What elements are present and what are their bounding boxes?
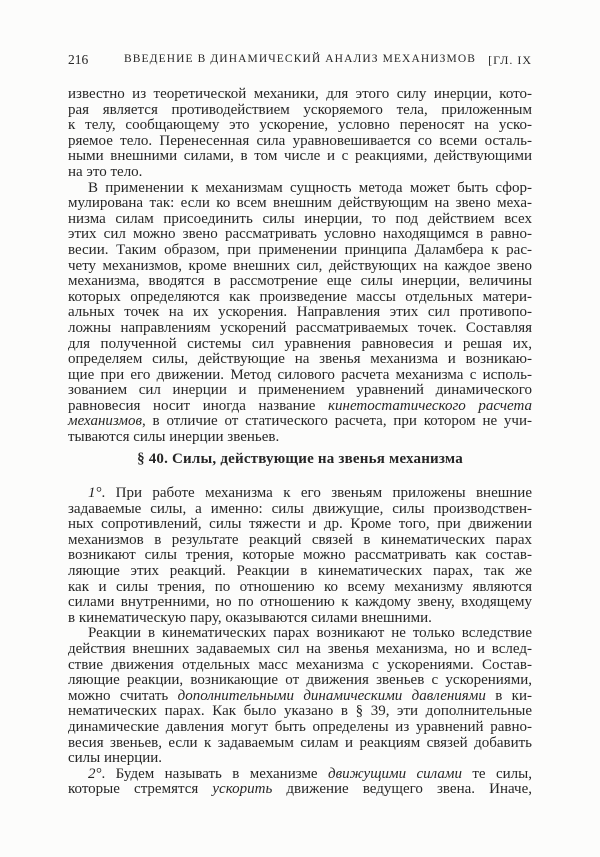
paragraph xyxy=(68,767,532,798)
text-line xyxy=(68,548,532,564)
text-line xyxy=(68,595,532,611)
text-run: к телу, сообщающему это ускорение, условно переносят на уско- xyxy=(68,117,532,134)
text-line xyxy=(68,103,532,119)
text-run: механизма, вводятся в рассмотрение еще силы инерции, величины xyxy=(68,273,532,290)
text-line xyxy=(68,305,532,321)
text-run: в кинематическую пару, оказываются силами внешними. xyxy=(68,609,432,626)
text-run: задаваемые силы, а именно: силы движущие, силы производствен- xyxy=(68,500,532,517)
text-line xyxy=(68,704,532,720)
text-run: ными внешними силами, в том числе и с реакциями, действующими xyxy=(68,148,532,165)
chapter-label: [ГЛ. IX xyxy=(488,53,532,67)
text-run: Реакции в кинематических парах возникают не только вследствие xyxy=(88,625,532,642)
text-run: возникают силы трения, которые можно рассматривать как состав- xyxy=(68,547,532,564)
text-line xyxy=(68,580,532,596)
text-run: низма силам присоединить силы инерции, то под действием всех xyxy=(68,210,532,227)
text-run: известно из теоретической механики, для этого силу инерции, кото- xyxy=(68,86,532,102)
paragraph xyxy=(68,626,532,766)
italic-term: ускорить xyxy=(212,781,273,798)
text-run: ляющие этих реакций. Реакции в кинематических парах, так же xyxy=(68,562,532,579)
text-run: рая является противодействием ускоряемого тела, приложенным xyxy=(68,101,532,118)
page-number: 216 xyxy=(68,52,89,67)
text-run: действия внешних задаваемых сил на звенья механизма, но и вслед- xyxy=(68,640,532,657)
italic-term: движущими силами xyxy=(328,765,462,782)
text-line xyxy=(68,430,532,446)
text-line xyxy=(68,517,532,533)
text-run: альных точек на их ускорения. Направления этих сил противопо- xyxy=(68,304,532,321)
text-line xyxy=(68,227,532,243)
text-run: ложны направлениям ускорений рассматриваемых точек. Составляя xyxy=(68,319,532,336)
text-run: В применении к механизмам сущность метода может быть сфор- xyxy=(88,179,532,196)
text-line xyxy=(68,368,532,384)
text-line xyxy=(68,626,532,642)
text-run: те силы, xyxy=(461,765,532,782)
text-run: чету механизмов, кроме внешних сил, действующих на каждое звено xyxy=(68,257,532,274)
text-run: на это тело. xyxy=(68,163,143,180)
text-run: силами внутренними, но по отношению к каждому звену, входящему xyxy=(68,594,532,611)
text-line xyxy=(68,414,532,430)
text-line xyxy=(68,196,532,212)
text-line xyxy=(68,533,532,549)
text-line xyxy=(68,181,532,197)
paragraph xyxy=(68,181,532,446)
text-run: которые стремятся xyxy=(68,781,213,798)
text-run: мулирована так: если ко всем внешним действующим на звено меха- xyxy=(68,195,532,212)
text-run: движение ведущего звена. Иначе, xyxy=(272,781,532,798)
text-line xyxy=(68,564,532,580)
italic-term: 2° xyxy=(88,765,102,782)
text-run: зованием сил инерции и применением уравнений динамического xyxy=(68,382,532,399)
text-line xyxy=(68,321,532,337)
text-line xyxy=(68,767,532,783)
text-line xyxy=(68,337,532,353)
text-run: , в отличие от статического расчета, при котором не учи- xyxy=(142,413,532,430)
text-line xyxy=(68,87,532,103)
text-run: ряемое тело. Перенесенная сила уравновешивается со всеми осталь- xyxy=(68,132,532,149)
text-run: тываются силы инерции звеньев. xyxy=(68,429,280,446)
text-line xyxy=(68,212,532,228)
text-line xyxy=(68,658,532,674)
text-line xyxy=(68,689,532,705)
text-line xyxy=(68,243,532,259)
text-run: ствие движения отдельных масс механизма с ускорениями. Состав- xyxy=(68,656,532,673)
paragraph xyxy=(68,486,532,626)
text-line xyxy=(68,751,532,767)
text-run: ляющие реакции, возникающие от движения звеньев с ускорениями, xyxy=(68,672,532,689)
italic-term: кинетостатического расчета xyxy=(327,397,532,414)
text-run: . При работе механизма к его звеньям приложены внешние xyxy=(101,485,532,501)
text-line xyxy=(68,118,532,134)
text-line xyxy=(68,782,532,798)
text-run: для полученной системы сил уравнения равновесия и решая их, xyxy=(68,335,532,352)
text-line xyxy=(68,274,532,290)
running-title: ВВЕДЕНИЕ В ДИНАМИЧЕСКИЙ АНАЛИЗ МЕХАНИЗМОВ xyxy=(123,53,477,65)
text-run: этих сил можно звено рассматривать условно находящимся в равно- xyxy=(68,226,532,243)
text-run: щие при его движении. Метод силового расчета механизма с исполь- xyxy=(68,366,532,383)
text-line xyxy=(68,290,532,306)
text-line xyxy=(68,736,532,752)
text-run: весия звеньев, если к задаваемым силам и реакциям связей добавить xyxy=(68,734,532,751)
text-run: которых определяются как произведение массы отдельных матери- xyxy=(68,288,532,305)
text-line xyxy=(68,720,532,736)
text-run: в ки- xyxy=(485,687,532,704)
text-line xyxy=(68,399,532,415)
text-line xyxy=(68,165,532,181)
text-run: весии. Таким образом, при применении принципа Даламбера к рас- xyxy=(68,241,532,258)
text-run: определяем силы, действующие на звенья механизма и возникаю- xyxy=(68,351,532,368)
running-header xyxy=(68,52,532,70)
text-run: динамические давления могут быть определены из уравнений равно- xyxy=(68,718,532,735)
text-line xyxy=(68,642,532,658)
italic-term: 1° xyxy=(88,485,102,501)
text-line xyxy=(68,149,532,165)
italic-term: механизмов xyxy=(68,413,142,430)
text-line xyxy=(68,383,532,399)
paragraph xyxy=(68,87,532,181)
text-line xyxy=(68,352,532,368)
text-block-section-40 xyxy=(68,486,532,798)
italic-term: дополнительными динамическими давлениями xyxy=(177,687,486,704)
text-line xyxy=(68,486,532,502)
text-run: ных сопротивлений, силы тяжести и др. Кроме того, при движении xyxy=(68,516,532,533)
text-line xyxy=(68,673,532,689)
text-run: . Будем называть в механизме xyxy=(101,765,328,782)
text-line xyxy=(68,502,532,518)
text-line xyxy=(68,259,532,275)
text-run: можно считать xyxy=(68,687,178,704)
text-run: равновесия носит иногда название xyxy=(68,397,328,414)
text-run: механизмов в результате реакций связей в кинематических парах xyxy=(68,531,532,548)
text-run: нематических парах. Как было указано в § 39, эти дополнительные xyxy=(68,703,532,720)
text-line xyxy=(68,134,532,150)
text-run: силы инерции. xyxy=(68,750,163,767)
text-line xyxy=(68,611,532,627)
section-heading: § 40. Силы, действующие на звенья механизма xyxy=(137,451,463,467)
text-run: как и силы трения, по отношению ко всему механизму являются xyxy=(68,578,532,595)
text-block-intro xyxy=(68,87,532,446)
